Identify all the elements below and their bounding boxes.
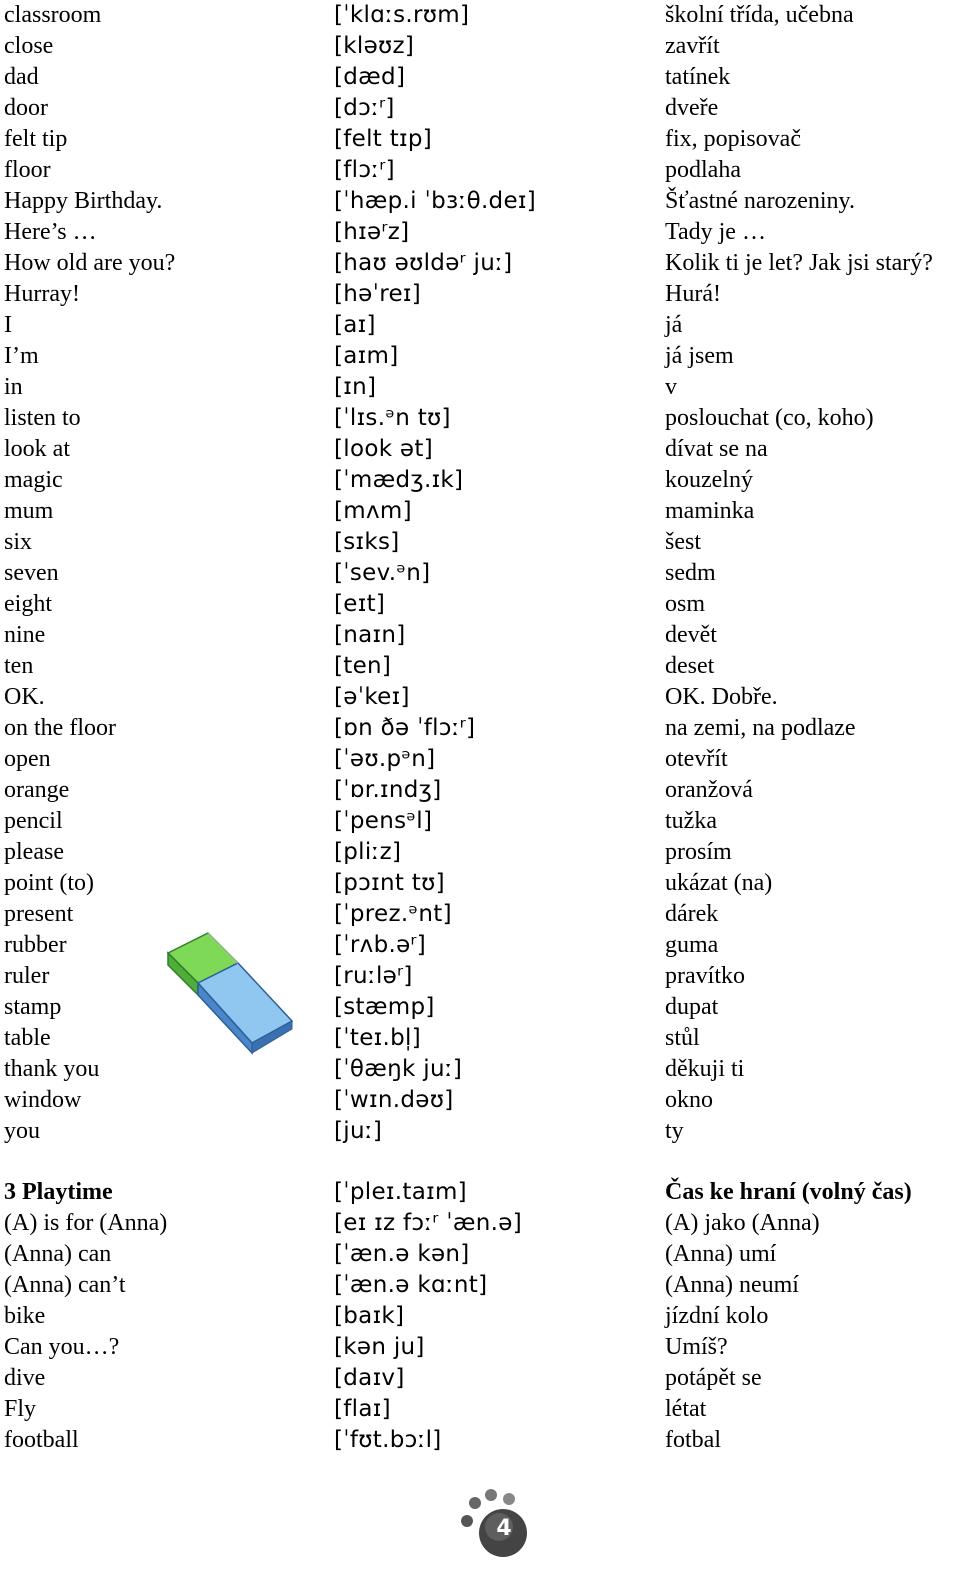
czech-translation: osm [665,591,706,617]
vocab-row [0,403,960,434]
english-word: ten [4,653,34,679]
czech-translation: (A) jako (Anna) [665,1210,820,1236]
czech-translation: šest [665,529,701,555]
english-word: How old are you? [4,250,176,276]
vocab-row [0,217,960,248]
czech-translation: stůl [665,1025,700,1051]
english-word: stamp [4,994,62,1020]
vocab-row [0,248,960,279]
pronunciation: [juː] [334,1118,383,1144]
pronunciation: [flɔːʳ] [334,157,395,183]
vocab-row [0,1023,960,1054]
czech-translation: fix, popisovač [665,126,801,152]
czech-translation: sedm [665,560,716,586]
vocab-row [0,434,960,465]
section-heading [0,1177,960,1208]
vocab-row [0,124,960,155]
english-word: (Anna) can’t [4,1272,126,1298]
czech-translation: dívat se na [665,436,768,462]
vocab-row [0,589,960,620]
vocab-row [0,1425,960,1456]
english-word: door [4,95,48,121]
czech-translation: devět [665,622,717,648]
pronunciation: [flaɪ] [334,1396,391,1422]
english-word: mum [4,498,54,524]
czech-translation: tatínek [665,64,731,90]
pronunciation: [aɪ] [334,312,376,338]
section-title-english: 3 Playtime [4,1179,113,1205]
english-word: Here’s … [4,219,97,245]
vocab-row [0,310,960,341]
vocab-row [0,868,960,899]
pronunciation: [ˈæn.ə kən] [334,1241,470,1267]
vocab-row [0,279,960,310]
pronunciation: [stæmp] [334,994,435,1020]
english-word: Happy Birthday. [4,188,163,214]
vocab-row [0,961,960,992]
czech-translation: jízdní kolo [665,1303,769,1329]
vocab-row [0,1394,960,1425]
pronunciation: [eɪt] [334,591,386,617]
czech-translation: guma [665,932,719,958]
pronunciation: [pɔɪnt tʊ] [334,870,445,896]
czech-translation: v [665,374,677,400]
vocab-row [0,899,960,930]
section-title-czech: Čas ke hraní (volný čas) [665,1179,912,1205]
english-word: in [4,374,23,400]
english-word: ruler [4,963,50,989]
czech-translation: já [665,312,683,338]
pronunciation: [naɪn] [334,622,406,648]
czech-translation: dupat [665,994,719,1020]
pronunciation: [aɪm] [334,343,399,369]
czech-translation: zavřít [665,33,720,59]
pronunciation: [felt tɪp] [334,126,433,152]
pronunciation: [ˈlɪs.ᵊn tʊ] [334,405,451,431]
czech-translation: okno [665,1087,713,1113]
english-word: dive [4,1365,46,1391]
english-word: (A) is for (Anna) [4,1210,168,1236]
vocab-row [0,620,960,651]
vocab-row [0,1270,960,1301]
english-word: please [4,839,64,865]
pronunciation: [ˈæn.ə kɑːnt] [334,1272,488,1298]
czech-translation: prosím [665,839,732,865]
pronunciation: [həˈreɪ] [334,281,422,307]
pronunciation: [pliːz] [334,839,402,865]
pronunciation: [ten] [334,653,392,679]
english-word: six [4,529,33,555]
english-word: magic [4,467,63,493]
pronunciation: [ˈteɪ.bl̩] [334,1025,421,1051]
vocab-row [0,62,960,93]
pronunciation: [ɪn] [334,374,377,400]
vocab-row [0,837,960,868]
pronunciation: [daɪv] [334,1365,405,1391]
english-word: Hurray! [4,281,80,307]
czech-translation: pravítko [665,963,745,989]
english-word: listen to [4,405,81,431]
pronunciation: [dɔːʳ] [334,95,395,121]
english-word: rubber [4,932,67,958]
english-word: floor [4,157,51,183]
english-word: point (to) [4,870,94,896]
vocab-row [0,155,960,186]
vocab-row [0,713,960,744]
vocab-row [0,1085,960,1116]
czech-translation: já jsem [665,343,734,369]
czech-translation: školní třída, učebna [665,2,854,28]
czech-translation: létat [665,1396,707,1422]
pronunciation: [ˈɒr.ɪndʒ] [334,777,442,803]
english-word: bike [4,1303,46,1329]
pronunciation: [ˈprez.ᵊnt] [334,901,452,927]
section-title-pronunciation: [ˈpleɪ.taɪm] [334,1179,467,1205]
czech-translation: podlaha [665,157,741,183]
english-word: seven [4,560,59,586]
vocab-row [0,806,960,837]
pronunciation: [eɪ ɪz fɔːʳ ˈæn.ə] [334,1210,522,1236]
english-word: OK. [4,684,45,710]
pronunciation: [ˈəʊ.pᵊn] [334,746,436,772]
vocab-row [0,558,960,589]
pronunciation: [ˈsev.ᵊn] [334,560,431,586]
pronunciation: [kləʊz] [334,33,415,59]
czech-translation: ukázat (na) [665,870,773,896]
vocab-row [0,1301,960,1332]
pronunciation: [hɪəʳz] [334,219,410,245]
pronunciation: [ˈθæŋk juː] [334,1056,463,1082]
czech-translation: kouzelný [665,467,753,493]
english-word: (Anna) can [4,1241,112,1267]
english-word: on the floor [4,715,116,741]
pronunciation: [ˈfʊt.bɔːl] [334,1427,442,1453]
english-word: table [4,1025,51,1051]
pronunciation: [ruːləʳ] [334,963,413,989]
pronunciation: [ˈklɑːs.rʊm] [334,2,470,28]
pronunciation: [baɪk] [334,1303,405,1329]
pronunciation: [ˈmædʒ.ɪk] [334,467,464,493]
czech-translation: Kolik ti je let? Jak jsi starý? [665,250,933,276]
english-word: classroom [4,2,102,28]
czech-translation: dárek [665,901,719,927]
czech-translation: dveře [665,95,719,121]
czech-translation: (Anna) umí [665,1241,777,1267]
czech-translation: deset [665,653,715,679]
pronunciation: [əˈkeɪ] [334,684,410,710]
vocab-row [0,992,960,1023]
vocab-row [0,775,960,806]
english-word: felt tip [4,126,68,152]
english-word: look at [4,436,70,462]
pronunciation: [kən ju] [334,1334,425,1360]
vocab-row [0,372,960,403]
english-word: nine [4,622,46,648]
czech-translation: maminka [665,498,755,524]
czech-translation: Tady je … [665,219,766,245]
pronunciation: [mʌm] [334,498,412,524]
vocab-row [0,1208,960,1239]
czech-translation: Hurá! [665,281,721,307]
english-word: thank you [4,1056,100,1082]
pronunciation: [ˈrʌb.əʳ] [334,932,427,958]
page-number: 4 [496,1516,512,1541]
pronunciation: [ˈhæp.i ˈbɜːθ.deɪ] [334,188,537,214]
english-word: open [4,746,51,772]
czech-translation: tužka [665,808,717,834]
pronunciation: [ˈwɪn.dəʊ] [334,1087,454,1113]
czech-translation: otevřít [665,746,728,772]
vocab-row [0,341,960,372]
vocab-row [0,651,960,682]
czech-translation: oranžová [665,777,753,803]
english-word: Fly [4,1396,37,1422]
pronunciation: [dæd] [334,64,406,90]
english-word: pencil [4,808,63,834]
vocab-row [0,465,960,496]
vocab-row [0,496,960,527]
english-word: orange [4,777,70,803]
english-word: you [4,1118,40,1144]
czech-translation: poslouchat (co, koho) [665,405,874,431]
czech-translation: na zemi, na podlaze [665,715,856,741]
czech-translation: děkuji ti [665,1056,745,1082]
english-word: I [4,312,12,338]
pronunciation: [look ət] [334,436,433,462]
english-word: present [4,901,74,927]
czech-translation: OK. Dobře. [665,684,778,710]
czech-translation: (Anna) neumí [665,1272,799,1298]
vocab-row [0,930,960,961]
vocab-row [0,1239,960,1270]
pronunciation: [ɒn ðə ˈflɔːʳ] [334,715,476,741]
vocab-row [0,682,960,713]
czech-translation: potápět se [665,1365,762,1391]
pronunciation: [sɪks] [334,529,400,555]
czech-translation: ty [665,1118,684,1144]
vocab-row [0,1116,960,1147]
english-word: window [4,1087,82,1113]
vocab-row [0,93,960,124]
vocab-row [0,1363,960,1394]
czech-translation: Umíš? [665,1334,728,1360]
english-word: football [4,1427,79,1453]
vocab-row [0,1054,960,1085]
english-word: Can you…? [4,1334,120,1360]
english-word: I’m [4,343,39,369]
english-word: close [4,33,54,59]
english-word: eight [4,591,52,617]
czech-translation: fotbal [665,1427,721,1453]
english-word: dad [4,64,39,90]
eraser-illustration [160,925,305,1055]
vocab-row [0,186,960,217]
vocab-row [0,527,960,558]
czech-translation: Šťastné narozeniny. [665,188,855,214]
vocab-row [0,744,960,775]
vocab-row [0,0,960,31]
vocab-row [0,31,960,62]
pronunciation: [haʊ əʊldəʳ juː] [334,250,513,276]
pronunciation: [ˈpensᵊl] [334,808,433,834]
vocab-row [0,1332,960,1363]
